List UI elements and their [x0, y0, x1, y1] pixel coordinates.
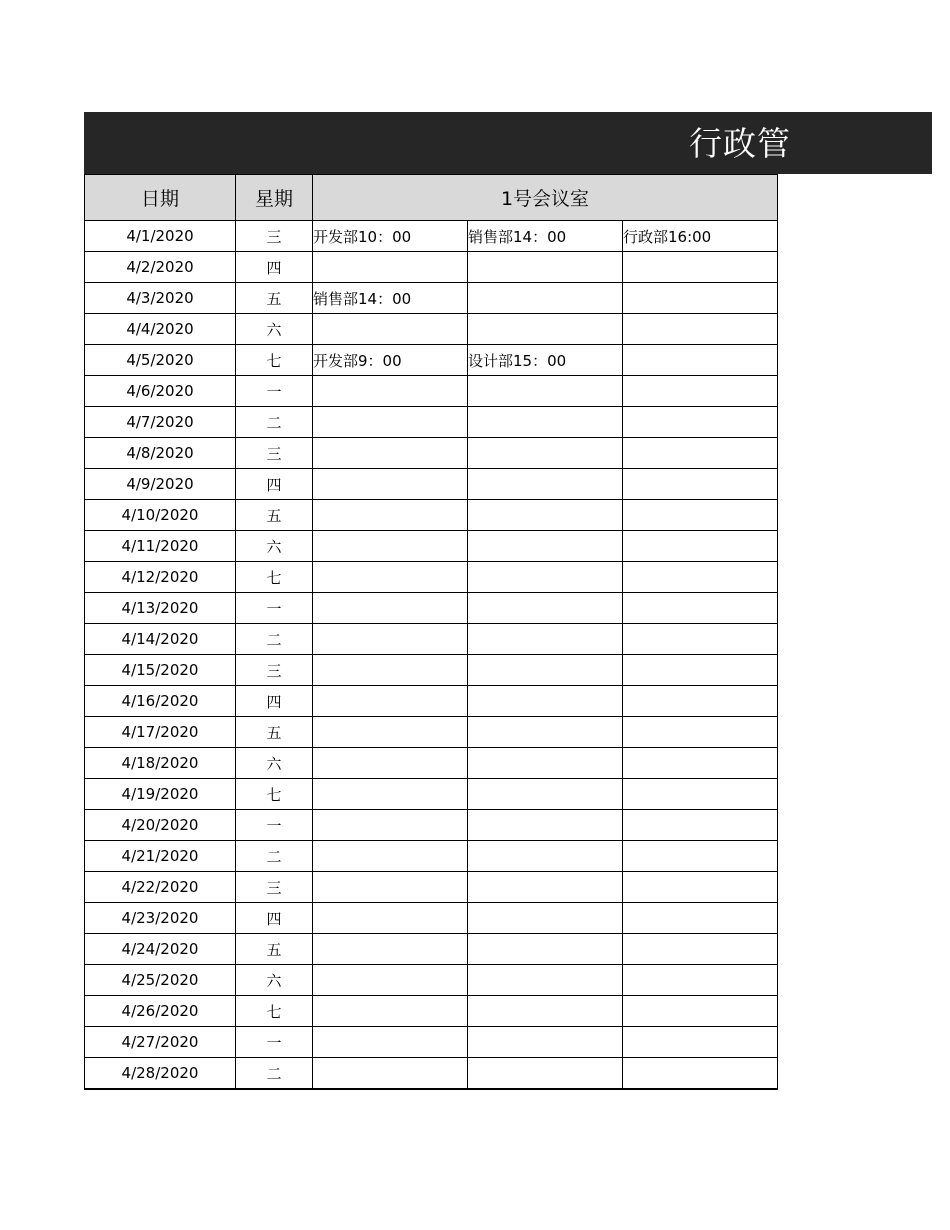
booking-slot-cell[interactable]: 销售部14：00: [468, 221, 623, 252]
meeting-schedule-table: [84, 174, 778, 1090]
weekday-cell[interactable]: 二: [236, 1058, 313, 1090]
date-cell[interactable]: 4/1/2020: [85, 221, 236, 252]
booking-slot-cell[interactable]: [623, 965, 778, 996]
date-cell[interactable]: 4/23/2020: [85, 903, 236, 934]
weekday-cell[interactable]: 六: [236, 531, 313, 562]
weekday-cell[interactable]: 三: [236, 872, 313, 903]
table-row: [85, 1027, 778, 1058]
date-cell[interactable]: 4/7/2020: [85, 407, 236, 438]
booking-slot-cell[interactable]: [313, 314, 468, 345]
weekday-cell[interactable]: 三: [236, 655, 313, 686]
booking-slot-cell[interactable]: [313, 500, 468, 531]
table-row: [85, 1058, 778, 1090]
booking-slot-cell[interactable]: [468, 779, 623, 810]
date-cell[interactable]: 4/4/2020: [85, 314, 236, 345]
booking-slot-cell[interactable]: [623, 500, 778, 531]
date-cell[interactable]: 4/11/2020: [85, 531, 236, 562]
booking-slot-cell[interactable]: 行政部16:00: [623, 221, 778, 252]
booking-slot-cell[interactable]: [313, 1058, 468, 1090]
weekday-cell[interactable]: 六: [236, 314, 313, 345]
table-row: [85, 903, 778, 934]
booking-slot-cell[interactable]: [468, 252, 623, 283]
table-row: [85, 779, 778, 810]
booking-slot-cell[interactable]: [468, 438, 623, 469]
weekday-cell[interactable]: 三: [236, 438, 313, 469]
weekday-cell[interactable]: 七: [236, 996, 313, 1027]
booking-slot-cell[interactable]: 销售部14：00: [313, 283, 468, 314]
booking-slot-cell[interactable]: [468, 500, 623, 531]
date-cell[interactable]: 4/8/2020: [85, 438, 236, 469]
table-row: [85, 748, 778, 779]
date-cell[interactable]: 4/13/2020: [85, 593, 236, 624]
booking-slot-cell[interactable]: [313, 810, 468, 841]
date-cell[interactable]: 4/27/2020: [85, 1027, 236, 1058]
table-row: [85, 717, 778, 748]
booking-slot-cell[interactable]: [313, 438, 468, 469]
date-cell[interactable]: 4/15/2020: [85, 655, 236, 686]
weekday-cell[interactable]: 五: [236, 500, 313, 531]
booking-slot-cell[interactable]: [623, 593, 778, 624]
table-row: [85, 965, 778, 996]
booking-slot-cell[interactable]: [313, 1027, 468, 1058]
booking-slot-cell[interactable]: [468, 903, 623, 934]
table-row: [85, 655, 778, 686]
weekday-cell[interactable]: 五: [236, 934, 313, 965]
booking-slot-cell[interactable]: [313, 965, 468, 996]
booking-slot-cell[interactable]: [623, 655, 778, 686]
weekday-cell[interactable]: 一: [236, 376, 313, 407]
date-cell[interactable]: 4/25/2020: [85, 965, 236, 996]
table-row: [85, 252, 778, 283]
booking-slot-cell[interactable]: [623, 872, 778, 903]
booking-slot-cell[interactable]: [313, 872, 468, 903]
booking-slot-cell[interactable]: [623, 283, 778, 314]
booking-slot-cell[interactable]: [313, 717, 468, 748]
weekday-cell[interactable]: 四: [236, 252, 313, 283]
schedule-body: [85, 221, 778, 1090]
booking-slot-cell[interactable]: [468, 531, 623, 562]
booking-slot-cell[interactable]: [313, 624, 468, 655]
weekday-cell[interactable]: 二: [236, 407, 313, 438]
table-row: [85, 562, 778, 593]
weekday-cell[interactable]: 七: [236, 345, 313, 376]
booking-slot-cell[interactable]: [313, 779, 468, 810]
date-cell[interactable]: 4/24/2020: [85, 934, 236, 965]
table-row: [85, 438, 778, 469]
booking-slot-cell[interactable]: [313, 655, 468, 686]
booking-slot-cell[interactable]: [623, 748, 778, 779]
title-bar: [84, 112, 932, 174]
booking-slot-cell[interactable]: [313, 531, 468, 562]
table-row: [85, 810, 778, 841]
table-row: [85, 934, 778, 965]
date-cell[interactable]: 4/5/2020: [85, 345, 236, 376]
booking-slot-cell[interactable]: [623, 717, 778, 748]
booking-slot-cell[interactable]: [468, 841, 623, 872]
booking-slot-cell[interactable]: [623, 407, 778, 438]
booking-slot-cell[interactable]: [313, 252, 468, 283]
weekday-cell[interactable]: 七: [236, 779, 313, 810]
booking-slot-cell[interactable]: [623, 1027, 778, 1058]
booking-slot-cell[interactable]: [468, 748, 623, 779]
date-cell[interactable]: 4/17/2020: [85, 717, 236, 748]
booking-slot-cell[interactable]: [313, 562, 468, 593]
booking-slot-cell[interactable]: [313, 593, 468, 624]
booking-slot-cell[interactable]: [313, 686, 468, 717]
booking-slot-cell[interactable]: [623, 903, 778, 934]
weekday-cell[interactable]: 三: [236, 221, 313, 252]
booking-slot-cell[interactable]: [313, 841, 468, 872]
booking-slot-cell[interactable]: [313, 469, 468, 500]
booking-slot-cell[interactable]: [623, 996, 778, 1027]
booking-slot-cell[interactable]: [468, 314, 623, 345]
date-cell[interactable]: 4/21/2020: [85, 841, 236, 872]
booking-slot-cell[interactable]: [623, 345, 778, 376]
booking-slot-cell[interactable]: [623, 438, 778, 469]
table-row: [85, 314, 778, 345]
booking-slot-cell[interactable]: [468, 593, 623, 624]
date-cell[interactable]: 4/3/2020: [85, 283, 236, 314]
booking-slot-cell[interactable]: [468, 407, 623, 438]
date-cell[interactable]: 4/28/2020: [85, 1058, 236, 1090]
booking-slot-cell[interactable]: [468, 1058, 623, 1090]
booking-slot-cell[interactable]: 开发部9：00: [313, 345, 468, 376]
date-cell[interactable]: 4/22/2020: [85, 872, 236, 903]
booking-slot-cell[interactable]: [313, 934, 468, 965]
header-room-1[interactable]: 1号会议室: [313, 175, 778, 221]
header-weekday[interactable]: 星期: [236, 175, 313, 221]
weekday-cell[interactable]: 四: [236, 903, 313, 934]
weekday-cell[interactable]: 一: [236, 593, 313, 624]
weekday-cell[interactable]: 二: [236, 841, 313, 872]
sheet-title: 行政管: [689, 124, 791, 163]
weekday-cell[interactable]: 六: [236, 748, 313, 779]
booking-slot-cell[interactable]: [468, 686, 623, 717]
table-row: [85, 996, 778, 1027]
booking-slot-cell[interactable]: [468, 1027, 623, 1058]
table-row: [85, 593, 778, 624]
booking-slot-cell[interactable]: [623, 841, 778, 872]
booking-slot-cell[interactable]: [468, 934, 623, 965]
booking-slot-cell[interactable]: [623, 562, 778, 593]
table-row: [85, 841, 778, 872]
booking-slot-cell[interactable]: [313, 996, 468, 1027]
booking-slot-cell[interactable]: [468, 376, 623, 407]
table-row: [85, 624, 778, 655]
booking-slot-cell[interactable]: [468, 717, 623, 748]
booking-slot-cell[interactable]: [623, 531, 778, 562]
table-row: [85, 407, 778, 438]
weekday-cell[interactable]: 七: [236, 562, 313, 593]
date-cell[interactable]: 4/16/2020: [85, 686, 236, 717]
table-row: [85, 469, 778, 500]
date-cell[interactable]: 4/12/2020: [85, 562, 236, 593]
booking-slot-cell[interactable]: [623, 376, 778, 407]
table-row: [85, 872, 778, 903]
booking-slot-cell[interactable]: [623, 810, 778, 841]
booking-slot-cell[interactable]: [468, 996, 623, 1027]
booking-slot-cell[interactable]: [468, 965, 623, 996]
booking-slot-cell[interactable]: [313, 407, 468, 438]
booking-slot-cell[interactable]: [623, 252, 778, 283]
weekday-cell[interactable]: 四: [236, 469, 313, 500]
date-cell[interactable]: 4/2/2020: [85, 252, 236, 283]
date-cell[interactable]: 4/26/2020: [85, 996, 236, 1027]
weekday-cell[interactable]: 四: [236, 686, 313, 717]
table-row: [85, 686, 778, 717]
booking-slot-cell[interactable]: [623, 779, 778, 810]
weekday-cell[interactable]: 六: [236, 965, 313, 996]
booking-slot-cell[interactable]: [623, 934, 778, 965]
table-row: [85, 376, 778, 407]
weekday-cell[interactable]: 一: [236, 810, 313, 841]
booking-slot-cell[interactable]: [313, 748, 468, 779]
table-row: [85, 283, 778, 314]
date-cell[interactable]: 4/14/2020: [85, 624, 236, 655]
booking-slot-cell[interactable]: [313, 903, 468, 934]
booking-slot-cell[interactable]: [623, 314, 778, 345]
header-row: [85, 175, 778, 221]
booking-slot-cell[interactable]: [623, 686, 778, 717]
booking-slot-cell[interactable]: [623, 469, 778, 500]
weekday-cell[interactable]: 五: [236, 717, 313, 748]
booking-slot-cell[interactable]: [468, 562, 623, 593]
booking-slot-cell[interactable]: [468, 655, 623, 686]
table-row: [85, 345, 778, 376]
date-cell[interactable]: 4/20/2020: [85, 810, 236, 841]
header-date[interactable]: 日期: [85, 175, 236, 221]
booking-slot-cell[interactable]: [468, 469, 623, 500]
booking-slot-cell[interactable]: [313, 376, 468, 407]
weekday-cell[interactable]: 五: [236, 283, 313, 314]
booking-slot-cell[interactable]: [623, 624, 778, 655]
booking-slot-cell[interactable]: 设计部15：00: [468, 345, 623, 376]
date-cell[interactable]: 4/19/2020: [85, 779, 236, 810]
booking-slot-cell[interactable]: 开发部10：00: [313, 221, 468, 252]
weekday-cell[interactable]: 二: [236, 624, 313, 655]
date-cell[interactable]: 4/6/2020: [85, 376, 236, 407]
booking-slot-cell[interactable]: [468, 872, 623, 903]
booking-slot-cell[interactable]: [623, 1058, 778, 1090]
date-cell[interactable]: 4/10/2020: [85, 500, 236, 531]
table-row: [85, 500, 778, 531]
table-row: [85, 531, 778, 562]
date-cell[interactable]: 4/18/2020: [85, 748, 236, 779]
booking-slot-cell[interactable]: [468, 283, 623, 314]
booking-slot-cell[interactable]: [468, 810, 623, 841]
booking-slot-cell[interactable]: [468, 624, 623, 655]
weekday-cell[interactable]: 一: [236, 1027, 313, 1058]
table-row: [85, 221, 778, 252]
date-cell[interactable]: 4/9/2020: [85, 469, 236, 500]
